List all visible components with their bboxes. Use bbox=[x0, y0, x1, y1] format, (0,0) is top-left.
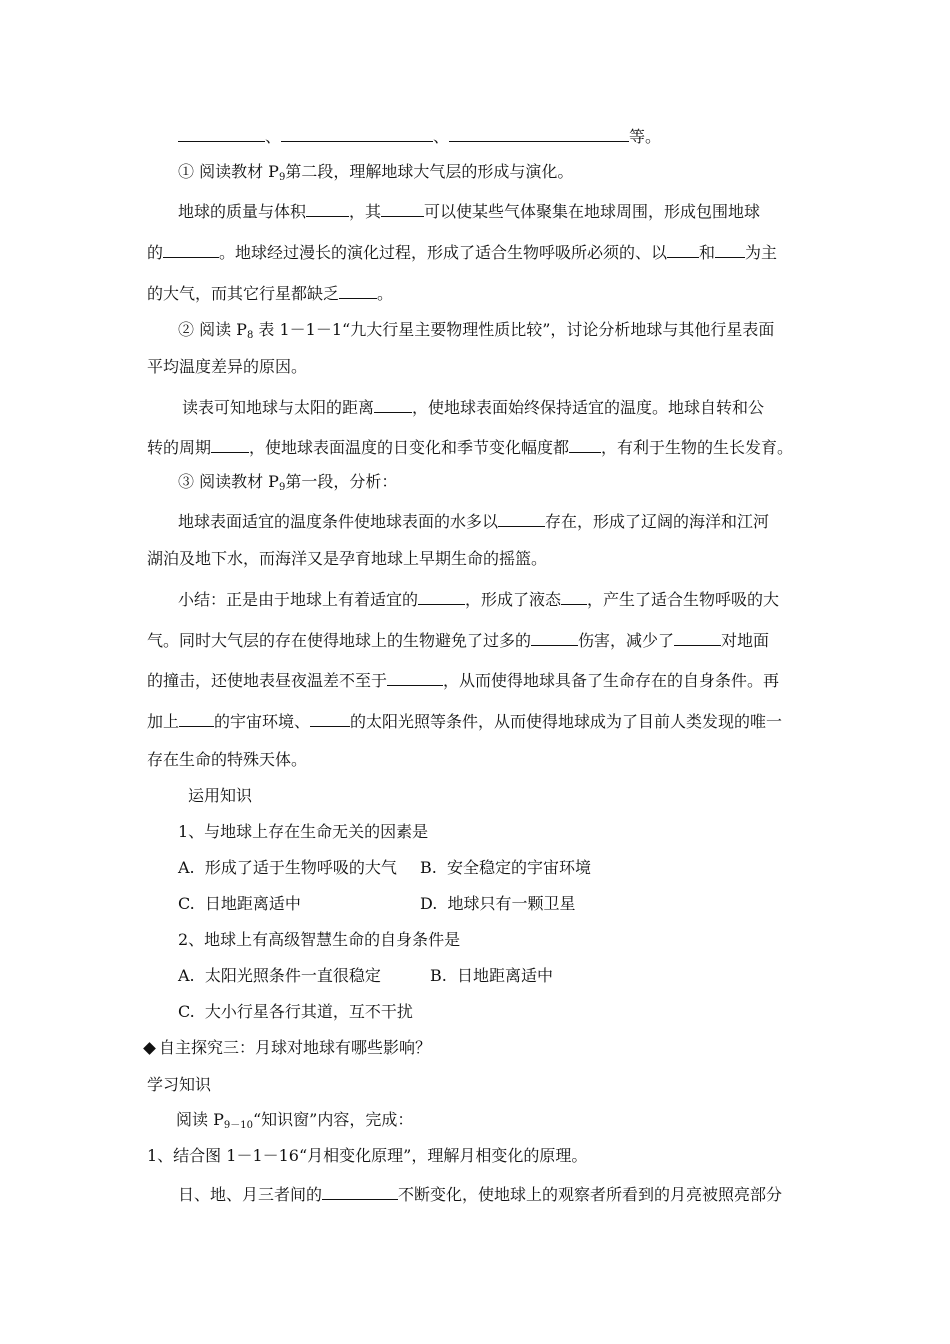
blank bbox=[715, 242, 745, 258]
option-2a bbox=[178, 966, 381, 986]
question-stem: 1、与地球上存在生命无关的因素是 bbox=[178, 822, 429, 841]
text: 的太阳光照等条件，从而使得地球成为了目前人类发现的唯一 bbox=[350, 712, 783, 731]
text: 学习知识 bbox=[147, 1075, 212, 1094]
question-1 bbox=[178, 822, 428, 842]
question-2 bbox=[178, 930, 460, 950]
line-12 bbox=[147, 549, 547, 569]
text: 转的周期 bbox=[147, 438, 212, 457]
blank bbox=[418, 589, 465, 605]
text: 。地球经过漫长的演化过程，形成了适合生物呼吸所必须的、以 bbox=[219, 243, 668, 262]
text: 湖泊及地下水，而海洋又是孕育地球上早期生命的摇篮。 bbox=[147, 549, 548, 568]
subscript: 9 bbox=[278, 172, 286, 183]
text: ，形成了液态 bbox=[465, 590, 562, 609]
text: 为主 bbox=[745, 243, 778, 262]
blank bbox=[561, 589, 587, 605]
option-1c bbox=[178, 894, 301, 914]
line-17 bbox=[147, 750, 307, 770]
text: 。 bbox=[377, 284, 394, 303]
option-text: B. 日地距离适中 bbox=[430, 966, 554, 985]
blank bbox=[569, 437, 601, 453]
text: 伤害，减少了 bbox=[578, 631, 675, 650]
line-5 bbox=[147, 283, 393, 303]
text: 地球表面适宜的温度条件使地球表面的水多以 bbox=[178, 512, 499, 531]
subscript: 8 bbox=[246, 330, 254, 341]
text: 存在生命的特殊天体。 bbox=[147, 750, 308, 769]
line-33 bbox=[178, 1184, 782, 1204]
option-text: C. 大小行星各行其道，互不干扰 bbox=[178, 1002, 413, 1021]
text: 可以使某些气体聚集在地球周围，形成包围地球 bbox=[424, 202, 761, 221]
text: 的 bbox=[147, 243, 164, 262]
text: 自主探究三：月球对地球有哪些影响？ bbox=[159, 1038, 432, 1057]
blank bbox=[674, 630, 721, 646]
line-15 bbox=[147, 670, 779, 690]
blank bbox=[306, 201, 349, 217]
line-end: 等。 bbox=[629, 127, 662, 146]
option-text: A. 形成了适于生物呼吸的大气 bbox=[178, 858, 397, 877]
text: 气。同时大气层的存在使得地球上的生物避免了过多的 bbox=[147, 631, 532, 650]
text: 第一段，分析： bbox=[285, 472, 398, 491]
text: 运用知识 bbox=[188, 786, 253, 805]
text: ① 阅读教材 P bbox=[178, 162, 279, 181]
blank bbox=[374, 397, 412, 413]
text: ③ 阅读教材 P bbox=[178, 472, 279, 491]
text: ，使地球表面温度的日变化和季节变化幅度都 bbox=[249, 438, 570, 457]
text: ② 阅读 P bbox=[178, 320, 247, 339]
line-6 bbox=[178, 320, 774, 340]
line-4 bbox=[147, 242, 777, 262]
text: 小结：正是由于地球上有着适宜的 bbox=[178, 590, 419, 609]
text: 读表可知地球与太阳的距离 bbox=[182, 398, 375, 417]
line-10 bbox=[178, 472, 397, 492]
line-31 bbox=[176, 1110, 413, 1130]
option-2c bbox=[178, 1002, 413, 1022]
text: 加上 bbox=[147, 712, 180, 731]
option-1d bbox=[420, 894, 576, 914]
text: 日、地、月三者间的 bbox=[178, 1185, 323, 1204]
line-9 bbox=[147, 437, 793, 457]
line-32 bbox=[147, 1146, 587, 1166]
blank bbox=[339, 283, 377, 299]
text: 和 bbox=[699, 243, 716, 262]
text: 表 1－1－1“九大行星主要物理性质比较”，讨论分析地球与其他行星表面 bbox=[253, 320, 775, 339]
text: 的撞击，还使地表昼夜温差不至于 bbox=[147, 671, 388, 690]
question-stem: 2、地球上有高级智慧生命的自身条件是 bbox=[178, 930, 461, 949]
blank bbox=[449, 126, 629, 142]
line-8 bbox=[182, 397, 764, 417]
section-heading-learn bbox=[147, 1075, 211, 1095]
section-heading-apply bbox=[188, 786, 252, 806]
line-14 bbox=[147, 630, 769, 650]
text: “知识窗”内容，完成： bbox=[252, 1110, 414, 1129]
blank bbox=[498, 511, 545, 527]
line-7 bbox=[147, 357, 307, 377]
blank bbox=[667, 242, 699, 258]
blank bbox=[381, 201, 424, 217]
text: ，其 bbox=[349, 202, 382, 221]
option-2b bbox=[430, 966, 553, 986]
text: 存在，形成了辽阔的海洋和江河 bbox=[545, 512, 770, 531]
text: 的宇宙环境、 bbox=[214, 712, 311, 731]
blank bbox=[211, 437, 249, 453]
option-text: B. 安全稳定的宇宙环境 bbox=[420, 858, 592, 877]
subscript: 9 bbox=[278, 482, 286, 493]
line-2 bbox=[178, 162, 573, 182]
text: 1、结合图 1－1－16“月相变化原理”，理解月相变化的原理。 bbox=[147, 1146, 588, 1165]
blank bbox=[322, 1184, 398, 1200]
option-text: C. 日地距离适中 bbox=[178, 894, 301, 913]
blank bbox=[387, 670, 443, 686]
line-3 bbox=[178, 201, 760, 221]
blank bbox=[178, 126, 265, 142]
text: ，使地球表面始终保持适宜的温度。地球自转和公 bbox=[412, 398, 765, 417]
option-text: A. 太阳光照条件一直很稳定 bbox=[178, 966, 381, 985]
sep: 、 bbox=[265, 127, 282, 146]
blank bbox=[163, 242, 219, 258]
line-13 bbox=[178, 589, 779, 609]
section-heading-explore-3 bbox=[143, 1038, 431, 1058]
text: 平均温度差异的原因。 bbox=[147, 357, 308, 376]
line-11 bbox=[178, 511, 769, 531]
line-1 bbox=[178, 126, 661, 146]
blank bbox=[281, 126, 433, 142]
option-1b bbox=[420, 858, 591, 878]
text: ，产生了适合生物呼吸的大 bbox=[587, 590, 780, 609]
option-1a bbox=[178, 858, 397, 878]
sep: 、 bbox=[433, 127, 450, 146]
line-16 bbox=[147, 711, 782, 731]
diamond-bullet-icon bbox=[143, 1042, 156, 1055]
blank bbox=[179, 711, 214, 727]
text: ，从而使得地球具备了生命存在的自身条件。再 bbox=[443, 671, 780, 690]
text: 的大气，而其它行星都缺乏 bbox=[147, 284, 340, 303]
text: 地球的质量与体积 bbox=[178, 202, 307, 221]
option-text: D. 地球只有一颗卫星 bbox=[420, 894, 576, 913]
text: 不断变化，使地球上的观察者所看到的月亮被照亮部分 bbox=[398, 1185, 783, 1204]
blank bbox=[310, 711, 350, 727]
text: 对地面 bbox=[721, 631, 770, 650]
subscript: 9－10 bbox=[223, 1120, 253, 1131]
blank bbox=[531, 630, 578, 646]
text: 阅读 P bbox=[176, 1110, 224, 1129]
text: 第二段，理解地球大气层的形成与演化。 bbox=[285, 162, 574, 181]
text: ，有利于生物的生长发育。 bbox=[601, 438, 794, 457]
